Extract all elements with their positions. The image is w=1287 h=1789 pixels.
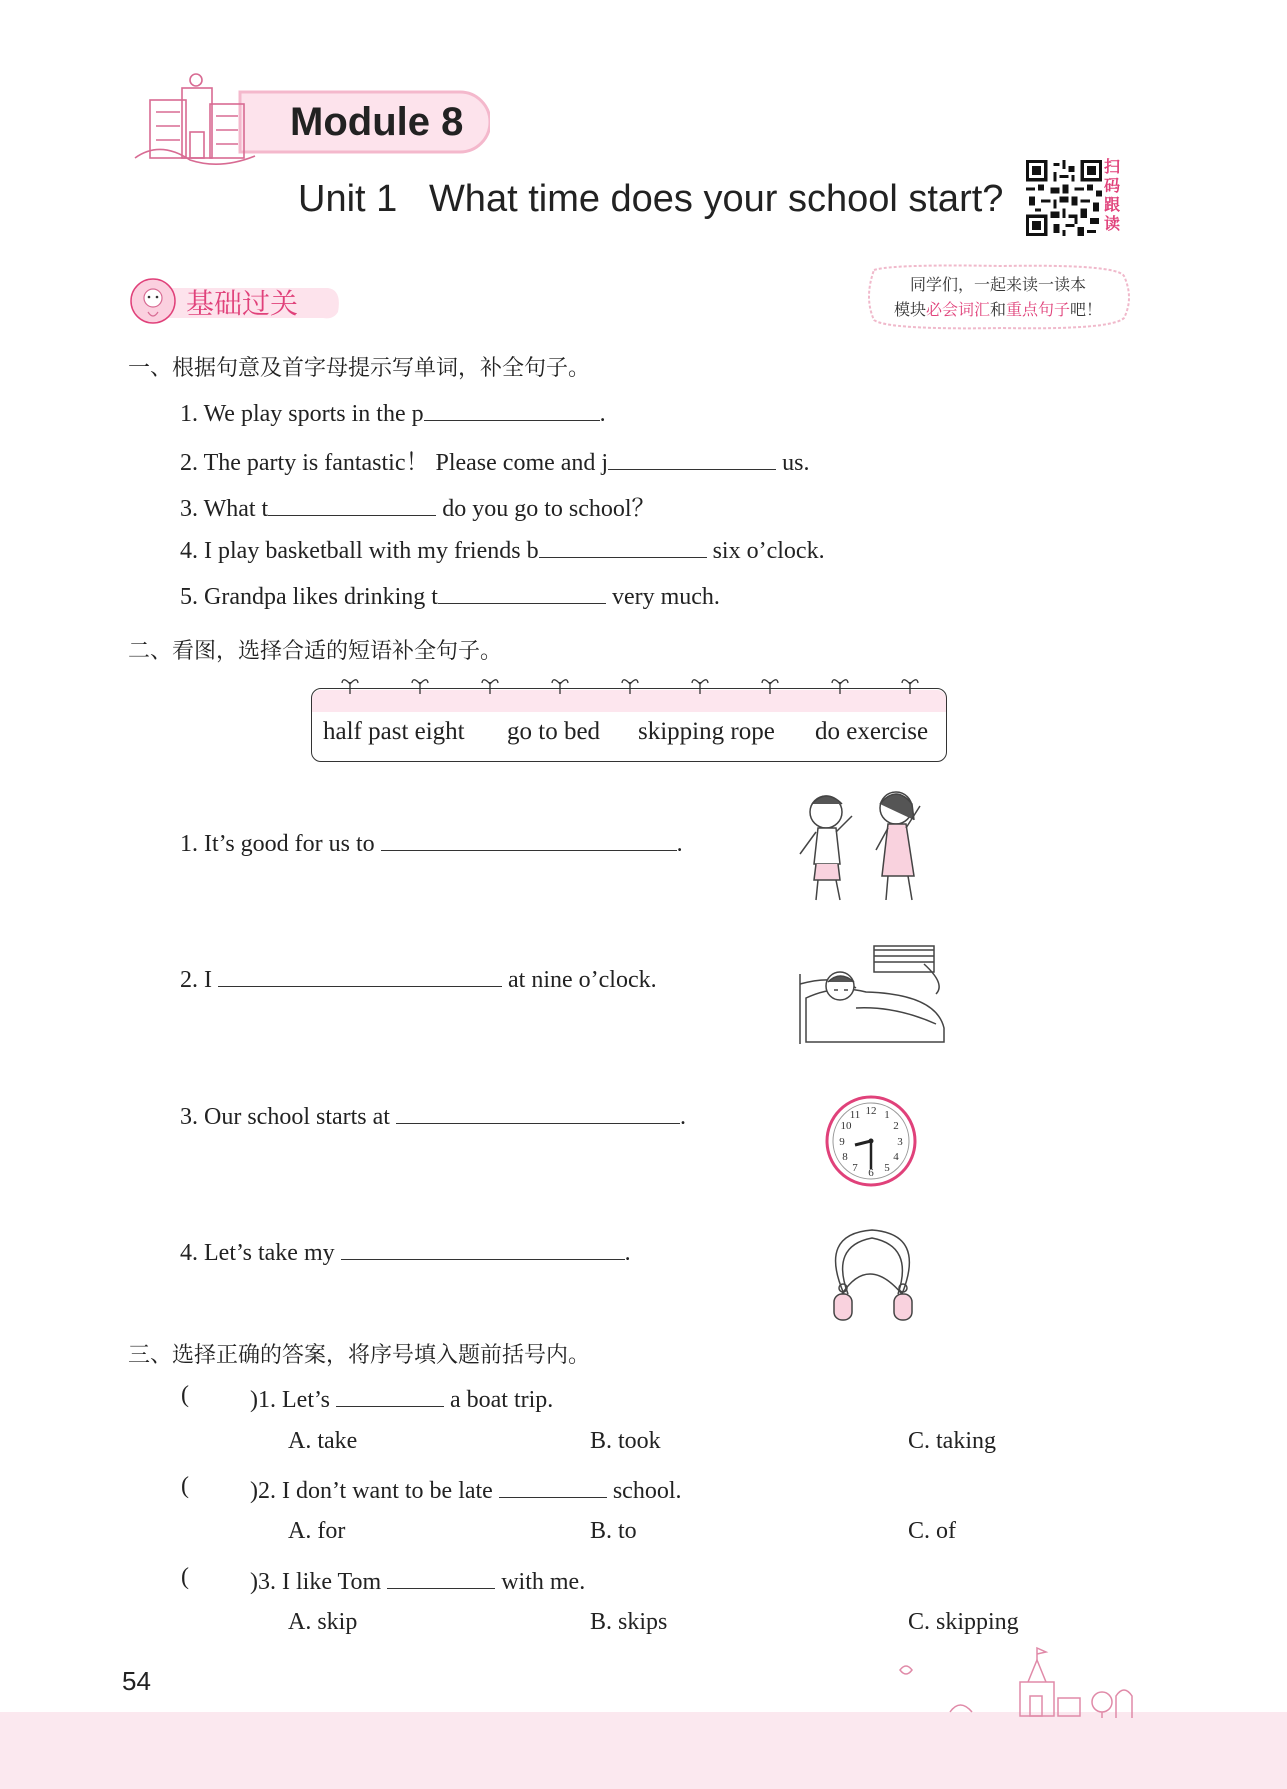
module-title: Module 8 [290, 100, 464, 144]
answer-blank[interactable] [336, 1382, 444, 1407]
answer-blank[interactable] [381, 826, 677, 851]
part1-question-4: 4. I play basketball with my friends b six o’clock. [180, 533, 825, 565]
skipping-rope-icon [822, 1224, 924, 1328]
castle-decoration-icon [880, 1640, 1180, 1720]
svg-text:4: 4 [893, 1151, 899, 1163]
svg-text:12: 12 [865, 1105, 877, 1117]
word-option: go to bed [507, 718, 601, 745]
part2-question-3: 3. Our school starts at . [180, 1099, 686, 1131]
svg-text:10: 10 [840, 1120, 852, 1132]
children-exercising-icon [796, 780, 942, 906]
part1-question-5: 5. Grandpa likes drinking t very much. [180, 579, 720, 611]
svg-text:2: 2 [893, 1120, 899, 1132]
answer-paren-slot[interactable] [196, 1471, 246, 1501]
answer-blank[interactable] [539, 533, 707, 558]
speech-bubble-text [872, 272, 1124, 322]
answer-blank[interactable] [424, 396, 600, 421]
part2-heading: 二、看图，选择合适的短语补全句子。 [128, 639, 503, 664]
option-a[interactable]: A. skip [288, 1609, 358, 1635]
part1-question-3: 3. What t do you go to school？ [180, 488, 656, 523]
answer-blank[interactable] [438, 579, 606, 604]
option-b[interactable]: B. to [590, 1518, 637, 1544]
svg-text:3: 3 [897, 1136, 903, 1148]
speech-line-1: 同学们，一起来读一读本 [909, 275, 1086, 294]
answer-paren-slot[interactable] [196, 1562, 246, 1592]
answer-paren-open: ( [181, 1382, 189, 1408]
part1-question-2: 2. The party is fantastic！ Please come and j us. [180, 442, 809, 477]
part1-question-1: 1. We play sports in the p . [180, 396, 606, 428]
svg-text:8: 8 [842, 1151, 848, 1163]
part3-heading: 三、选择正确的答案，将序号填入题前括号内。 [128, 1343, 591, 1368]
answer-paren-open: ( [181, 1473, 189, 1499]
option-c[interactable]: C. taking [908, 1428, 996, 1454]
child-sleeping-icon [796, 944, 948, 1048]
page-number: 54 [122, 1666, 151, 1696]
svg-text:9: 9 [839, 1136, 845, 1148]
answer-blank[interactable] [341, 1235, 625, 1260]
option-a[interactable]: A. for [288, 1518, 346, 1544]
answer-paren-slot[interactable] [196, 1380, 246, 1410]
part1-heading: 一、根据句意及首字母提示写单词，补全句子。 [128, 356, 591, 381]
svg-text:5: 5 [884, 1162, 890, 1174]
option-c[interactable]: C. skipping [908, 1609, 1019, 1635]
part2-question-1: 1. It’s good for us to . [180, 826, 683, 858]
qr-code-icon [1026, 160, 1102, 236]
svg-text:1: 1 [884, 1109, 890, 1121]
option-a[interactable]: A. take [288, 1428, 358, 1454]
scan-to-read-label: 扫码跟读 [1104, 157, 1121, 233]
answer-paren-open: ( [181, 1564, 189, 1590]
unit-title: Unit 1 What time does your school start? [298, 178, 1004, 220]
answer-blank[interactable] [268, 491, 436, 516]
answer-blank[interactable] [396, 1099, 680, 1124]
sprout-icons [330, 674, 930, 696]
clock-icon [822, 1092, 920, 1190]
speech-line-2: 模块必会词汇和重点句子吧！ [893, 300, 1103, 319]
word-option: half past eight [323, 718, 465, 745]
word-option: do exercise [815, 718, 929, 745]
option-c[interactable]: C. of [908, 1518, 956, 1544]
option-b[interactable]: B. took [590, 1428, 661, 1454]
word-option: skipping rope [638, 718, 775, 745]
answer-blank[interactable] [608, 445, 776, 470]
svg-text:6: 6 [868, 1167, 874, 1179]
part3-question-2: )2. I don’t want to be late school. [250, 1473, 682, 1505]
answer-blank[interactable] [387, 1564, 495, 1589]
part2-question-4: 4. Let’s take my . [180, 1235, 631, 1267]
footer-band [0, 1712, 1287, 1789]
part2-question-2: 2. I at nine o’clock. [180, 962, 657, 994]
svg-text:11: 11 [849, 1109, 861, 1121]
part3-question-1: )1. Let’s a boat trip. [250, 1382, 553, 1414]
part3-question-3: )3. I like Tom with me. [250, 1564, 585, 1596]
section-badge-label: 基础过关 [186, 287, 299, 320]
answer-blank[interactable] [499, 1473, 607, 1498]
option-b[interactable]: B. skips [590, 1609, 668, 1635]
answer-blank[interactable] [218, 962, 502, 987]
svg-text:7: 7 [852, 1162, 858, 1174]
